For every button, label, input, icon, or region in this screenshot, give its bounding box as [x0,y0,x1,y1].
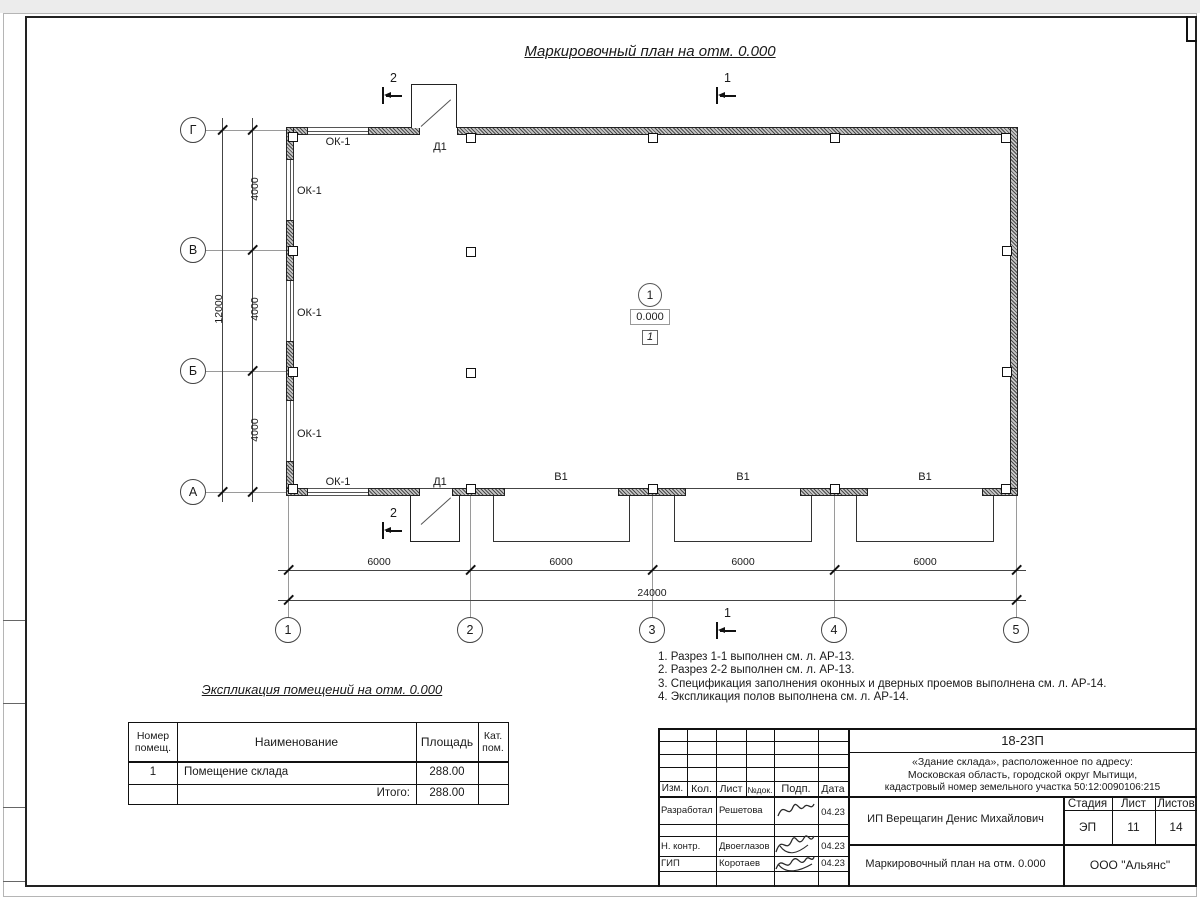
titleblock-border [658,728,1197,730]
note-line: 4. Экспликация полов выполнена см. л. АР-14. [658,691,909,703]
room-number-bubble: 1 [638,283,662,307]
tb-line [658,754,848,755]
tb-col-header: Изм. [661,783,684,794]
col-header: Номер помещ. [134,730,172,754]
column [1002,246,1012,256]
column [648,133,658,143]
gate-mark-label: В1 [736,471,750,483]
window-mark-label: ОК-1 [297,185,322,197]
axis-bubble: 2 [457,617,483,643]
column [1002,367,1012,377]
tb-object-line: «Здание склада», расположенное по адресу: [912,756,1133,768]
tb-col-header: Дата [821,783,845,795]
signature [774,852,816,876]
dim-line [278,600,1026,601]
tb-role-name: Решетова [719,805,763,816]
tb-doc-number: 18-23П [1001,733,1044,748]
tb-role-name: Двоеглазов [719,841,770,852]
tb-role-date: 04.23 [821,858,845,869]
tb-stage-label: Стадия [1067,798,1108,810]
tb-line [658,824,848,825]
column [466,484,476,494]
wall-segment [368,127,420,135]
window-ok1 [286,281,294,341]
opening-line [420,488,452,489]
tb-line [658,871,848,872]
cell-total-label: Итого: [376,787,410,799]
cell-room-area: 288.00 [429,766,465,778]
signature [776,798,816,822]
explication-table [128,722,509,805]
col-header: Наименование [254,735,339,749]
note-line: 3. Спецификация заполнения оконных и дверных проемов выполнена см. л. АР-14. [658,678,1107,690]
tb-col-header: №док. [747,785,773,795]
axis-bubble: 1 [275,617,301,643]
axis-line [206,130,286,131]
column [830,484,840,494]
tb-line [658,741,848,742]
opening-line [868,488,982,489]
gate-mark-label: В1 [554,471,568,483]
cell-total-area: 288.00 [429,787,465,799]
tb-drawing-title: Маркировочный план на отм. 0.000 [865,858,1046,870]
room-elevation: 0.000 [630,309,670,325]
tb-sheets-value: 14 [1169,820,1183,834]
dim-text: 6000 [731,556,755,568]
section-label: 1 [724,71,731,85]
section-arrow [718,92,725,98]
titleblock-border [658,728,660,887]
table-line [129,761,508,763]
axis-bubble: 5 [1003,617,1029,643]
tb-col-header: Кол. [691,783,712,795]
opening-line [686,488,800,489]
window-mark-label: ОК-1 [325,476,351,488]
axis-bubble: 4 [821,617,847,643]
tb-stage-value: ЭП [1078,820,1097,834]
dim-text: 4000 [249,418,261,442]
tb-line [818,728,819,887]
tb-line [658,856,848,857]
dim-text: 6000 [367,556,391,568]
margin-cell-line [3,807,25,808]
window-ok1 [308,127,368,135]
axis-line [470,496,471,617]
floor-type-mark: 1 [642,330,658,345]
opening-line [505,488,618,489]
tb-sheet-value: 11 [1127,820,1140,834]
door-mark-label: Д1 [433,141,447,153]
column [648,484,658,494]
format-cell-line [1186,16,1188,40]
window-ok1 [286,160,294,220]
cell-room-num: 1 [149,766,157,778]
tb-line [1063,810,1197,811]
tb-role-date: 04.23 [821,841,845,852]
cell-room-name: Помещение склада [184,766,289,778]
margin-cell-line [3,881,25,882]
gate-apron [493,496,630,542]
window-mark-label: ОК-1 [297,428,322,440]
axis-bubble: А [180,479,206,505]
note-line: 1. Разрез 1-1 выполнен см. л. АР-13. [658,651,855,663]
table-line [129,784,508,785]
column [466,368,476,378]
door-mark-label: Д1 [433,476,447,488]
page-top-strip [0,0,1200,13]
section-label: 2 [390,71,397,85]
margin-cell-line [3,703,25,704]
section-label: 2 [390,506,397,520]
tb-role: Н. контр. [661,841,701,852]
tb-sheet-label: Лист [1121,798,1146,810]
explication-title: Экспликация помещений на отм. 0.000 [201,682,443,697]
axis-line [834,496,835,617]
tb-col-header: Подп. [781,783,811,795]
section-arrow [718,627,725,633]
tb-col-header: Лист [719,783,743,795]
dim-text: 6000 [913,556,937,568]
axis-bubble: Г [180,117,206,143]
tb-line [848,844,1197,846]
window-ok1 [286,401,294,461]
axis-bubble: В [180,237,206,263]
dim-text: 24000 [637,587,667,599]
dim-text: 4000 [249,297,261,321]
tb-role-name: Коротаев [719,858,761,869]
column [830,133,840,143]
window-mark-label: ОК-1 [325,136,351,148]
window-mark-label: ОК-1 [297,307,322,319]
wall-segment [368,488,420,496]
column [288,132,298,142]
section-label: 1 [724,606,731,620]
tb-line [848,752,1197,753]
column [288,484,298,494]
dim-text: 12000 [213,294,225,324]
section-arrow [384,92,391,98]
gate-apron [856,496,994,542]
door-vestibule [410,496,460,542]
axis-bubble: 3 [639,617,665,643]
column [1001,484,1011,494]
wall-segment [457,127,1018,135]
tb-client: ИП Верещагин Денис Михайлович [867,813,1044,825]
tb-line [716,728,717,887]
column [1001,133,1011,143]
column [466,133,476,143]
axis-line [206,371,286,372]
tb-line [658,767,848,768]
column [288,367,298,377]
tb-object-line: кадастровый номер земельного участка 50:12:0090106:215 [884,782,1161,793]
wall-segment [452,488,505,496]
wall-segment [1010,127,1018,496]
note-line: 2. Разрез 2-2 выполнен см. л. АР-13. [658,664,855,676]
column [288,246,298,256]
gate-mark-label: В1 [918,471,932,483]
window-ok1 [308,488,368,496]
tb-company: ООО "Альянс" [1089,858,1171,872]
col-header: Кат. пом. [482,730,504,754]
door-vestibule [411,84,457,128]
tb-object-line: Московская область, городской округ Мытищи, [907,769,1138,781]
margin-cell-line [3,620,25,621]
tb-role: Разработал [661,805,713,816]
tb-line [658,781,848,782]
plan-title: Маркировочный план на отм. 0.000 [524,43,776,60]
tb-line [658,836,848,837]
col-header: Площадь [420,735,474,749]
axis-bubble: Б [180,358,206,384]
column [466,247,476,257]
section-arrow [384,527,391,533]
tb-role-date: 04.23 [821,807,845,818]
tb-role: ГИП [661,858,680,869]
wall-segment [982,488,1018,496]
dim-text: 6000 [549,556,573,568]
tb-sheets-label: Листов [1157,798,1195,810]
axis-line [206,492,286,493]
gate-apron [674,496,812,542]
dim-text: 4000 [249,177,261,201]
axis-line [206,250,286,251]
format-cell-line [1186,40,1197,42]
